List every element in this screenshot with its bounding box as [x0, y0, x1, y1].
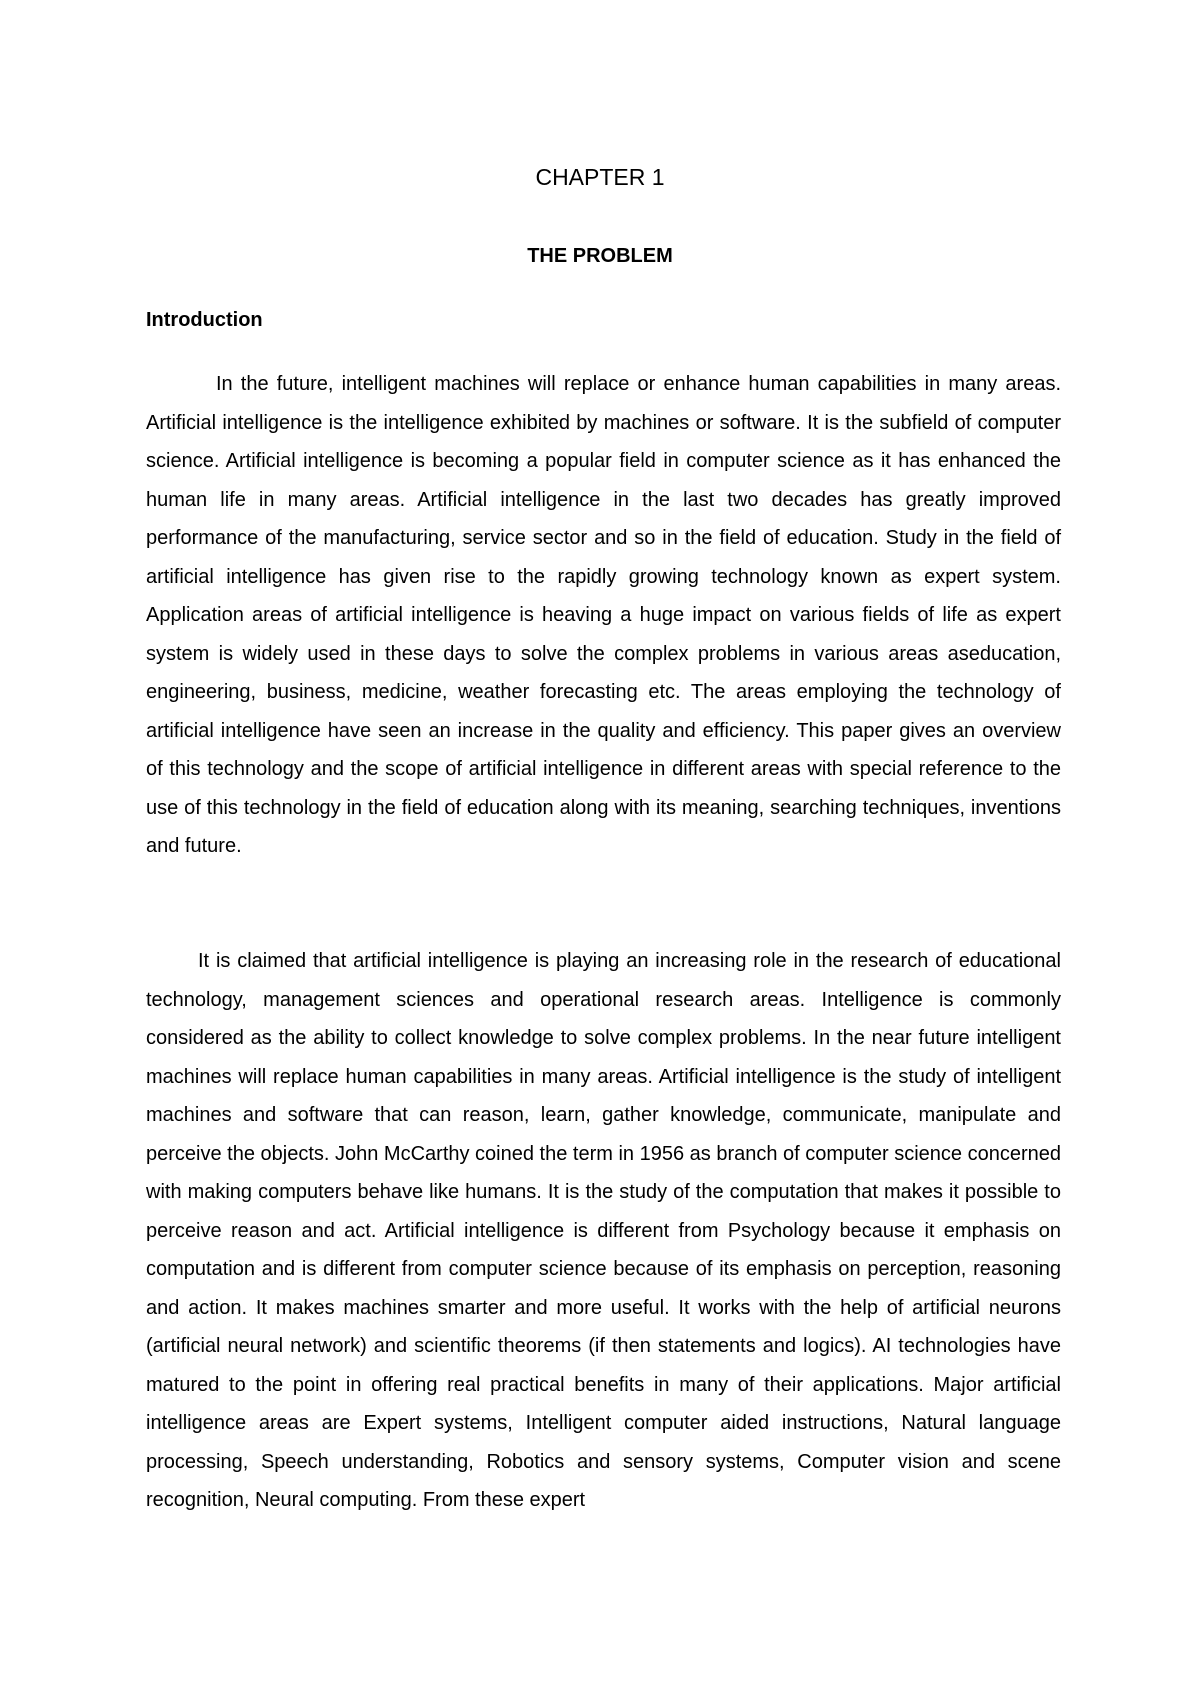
body-paragraph-2: It is claimed that artificial intelligence is playing an increasing role in the research of educational technology, management sciences and operational research areas. Intelligence is commonly considered as the ability to collect knowledge to solve complex problems. In the near future intelligent machines will replace human capabilities in many areas. Artificial intelligence is the study of intelligent machines and software that can reason, learn, gather knowledge, communicate, manipulate and perceive the objects. John McCarthy coined the term in 1956 as branch of computer science concerned with making computers behave like humans. It is the study of the computation that makes it possible to perceive reason and act. Artificial intelligence is different from Psychology because it emphasis on computation and is different from computer science because of its emphasis on perception, reasoning and action. It makes machines smarter and more useful. It works with the help of artificial neurons (artificial neural network) and scientific theorems (if then statements and logics). AI technologies have matured to the point in offering real practical benefits in many of their applications. Major artificial intelligence areas are Expert systems, Intelligent computer aided instructions, Natural language processing, Speech understanding, Robotics and sensory systems, Computer vision and scene recognition, Neural computing. From these expert: [146, 950, 1061, 1511]
chapter-title: CHAPTER 1: [535, 164, 665, 190]
section-title: THE PROBLEM: [527, 245, 673, 267]
body-paragraph-1: In the future, intelligent machines will replace or enhance human capabilities in many areas. Artificial intelligence is the intelligence exhibited by machines or software. It is the subfield of computer science. Artificial intelligence is becoming a popular field in computer science as it has enhanced the human life in many areas. Artificial intelligence in the last two decades has greatly improved performance of the manufacturing, service sector and so in the field of education. Study in the field of artificial intelligence has given rise to the rapidly growing technology known as expert system. Application areas of artificial intelligence is heaving a huge impact on various fields of life as expert system is widely used in these days to solve the complex problems in various areas aseducation, engineering, business, medicine, weather forecasting etc. The areas employing the technology of artificial intelligence have seen an increase in the quality and efficiency. This paper gives an overview of this technology and the scope of artificial intelligence in different areas with special reference to the use of this technology in the field of education along with its meaning, searching techniques, inventions and future.: [146, 373, 1061, 857]
introduction-heading: Introduction: [146, 309, 263, 331]
